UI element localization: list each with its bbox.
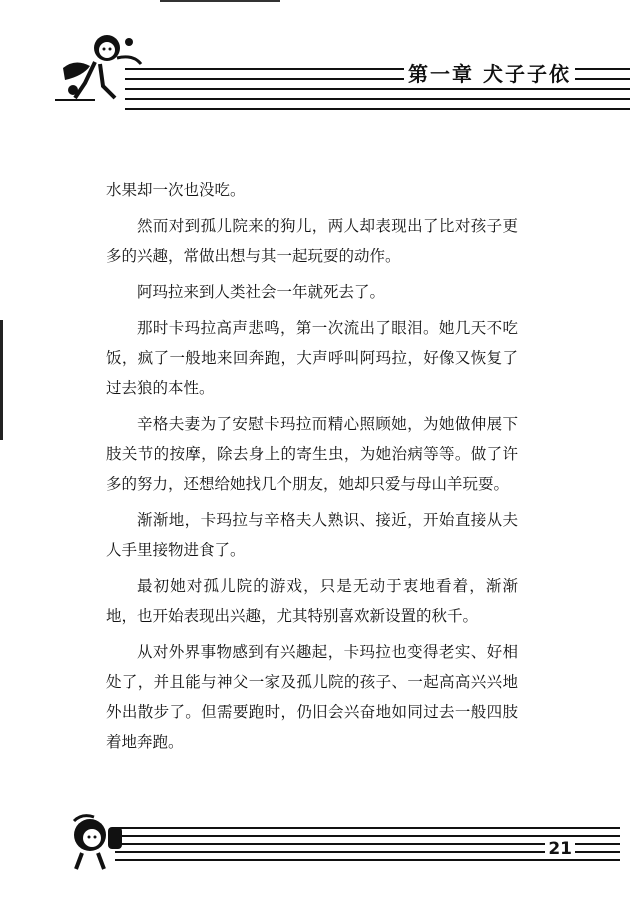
- paragraph: 辛格夫妻为了安慰卡玛拉而精心照顾她，为她做伸展下肢关节的按摩，除去身上的寄生虫，为她治病等等。做了许多的努力，还想给她找几个朋友，她却只爱与母山羊玩耍。: [106, 415, 518, 493]
- paragraph: 从对外界事物感到有兴趣起，卡玛拉也变得老实、好相处了，并且能与神父一家及孤儿院的孩子、一起高高兴兴地外出散步了。但需要跑时，仍旧会兴奋地如同过去一般四肢着地奔跑。: [106, 643, 518, 751]
- paragraph: 那时卡玛拉高声悲鸣，第一次流出了眼泪。她几天不吃饭，疯了一般地来回奔跑，大声呼叫阿玛拉，好像又恢复了过去狼的本性。: [106, 319, 518, 397]
- paragraph: 渐渐地，卡玛拉与辛格夫人熟识、接近，开始直接从夫人手里接物进食了。: [106, 511, 518, 559]
- footer-rules: [115, 827, 620, 867]
- body-text: [106, 175, 518, 763]
- paragraph: 水果却一次也没吃。: [106, 181, 246, 199]
- page-number: 21: [545, 839, 575, 859]
- top-edge-mark: [160, 0, 280, 2]
- page-header: [55, 28, 595, 103]
- page-footer: [60, 805, 575, 875]
- chapter-title: 第一章 犬子子依: [404, 58, 575, 87]
- paragraph: 然而对到孤儿院来的狗儿，两人却表现出了比对孩子更多的兴趣，常做出想与其一起玩耍的动作。: [106, 217, 518, 265]
- binding-edge-mark: [0, 320, 3, 440]
- paragraph: 最初她对孤儿院的游戏，只是无动于衷地看着，渐渐地，也开始表现出兴趣，尤其特别喜欢新设置的秋千。: [106, 577, 518, 625]
- paragraph: 阿玛拉来到人类社会一年就死去了。: [137, 283, 386, 301]
